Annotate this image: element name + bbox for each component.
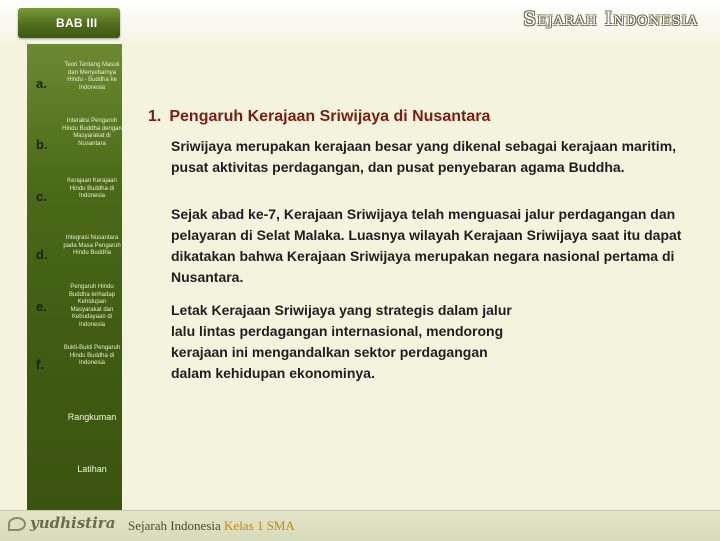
footer-class-label: Kelas 1 SMA bbox=[224, 518, 295, 533]
sidebar-item-kerajaan[interactable]: Kerajaan Kerajaan Hindu Buddha di Indonesia bbox=[67, 178, 117, 199]
exercise-link[interactable]: Latihan bbox=[77, 464, 107, 474]
sidebar-letter-e: e. bbox=[36, 299, 47, 314]
sidebar-item-bukti[interactable]: Bukti-Bukti Pengaruh Hindu Buddha di Indonesia bbox=[63, 345, 121, 366]
paragraph-sriwijaya-intro: Sriwijaya merupakan kerajaan besar yang dikenal sebagai kerajaan maritim, pusat aktivitas perdagangan, dan pusat penyebaran agama Buddha. bbox=[171, 138, 677, 175]
sidebar-item-integrasi[interactable]: Integrasi Nusantara pada Masa Pengaruh Hindu Buddha bbox=[63, 235, 121, 256]
logo-swirl-icon bbox=[8, 517, 26, 531]
sidebar-item-teori[interactable]: Teori Tentang Masuk dan Menyebarnya Hindu - Buddha ke Indonesia bbox=[64, 62, 120, 91]
sidebar-letter-b: b. bbox=[36, 137, 48, 152]
section-heading bbox=[148, 108, 708, 126]
paragraph-sriwijaya-trade: Sejak abad ke-7, Kerajaan Sriwijaya telah menguasai jalur perdagangan dan pelayaran di Selat Malaka. Luasnya wilayah Kerajaan Sriwijaya saat itu dapat dikatakan bahwa Kerajaan Sriwijaya merupakan negara nasional pertama di Nusantara. bbox=[171, 206, 682, 285]
publisher-logo bbox=[8, 514, 115, 532]
sidebar-nav bbox=[27, 44, 122, 514]
heading-text: Pengaruh Kerajaan Sriwijaya di Nusantara bbox=[169, 108, 491, 125]
sidebar-letter-c: c. bbox=[36, 189, 47, 204]
sidebar-item-pengaruh[interactable]: Pengaruh Hindu Buddha terhadap Kehidupan Masyarakat dan Kebudayaan di Indonesia bbox=[68, 284, 116, 328]
site-title: Sejarah Indonesia bbox=[523, 8, 698, 30]
footer-book-title: Sejarah Indonesia bbox=[128, 518, 221, 533]
heading-number: 1. bbox=[148, 108, 162, 125]
sidebar-letter-f: f. bbox=[36, 357, 44, 372]
footer-title bbox=[128, 518, 295, 534]
sidebar-letter-d: d. bbox=[36, 247, 48, 262]
chapter-label: BAB III bbox=[18, 8, 120, 38]
paragraph-sriwijaya-location: Letak Kerajaan Sriwijaya yang strategis dalam jalur lalu lintas perdagangan internasional, mendorong kerajaan ini mengandalkan sektor perdagangan dalam kehidupan ekonominya. bbox=[171, 302, 512, 381]
summary-link[interactable]: Rangkuman bbox=[67, 412, 117, 422]
sidebar-item-interaksi[interactable]: Interaksi Pengaruh Hindu Buddha dengan Masyarakat di Nusantara bbox=[62, 118, 122, 147]
logo-text: yudhistira bbox=[30, 514, 116, 532]
sidebar-letter-a: a. bbox=[36, 76, 47, 91]
